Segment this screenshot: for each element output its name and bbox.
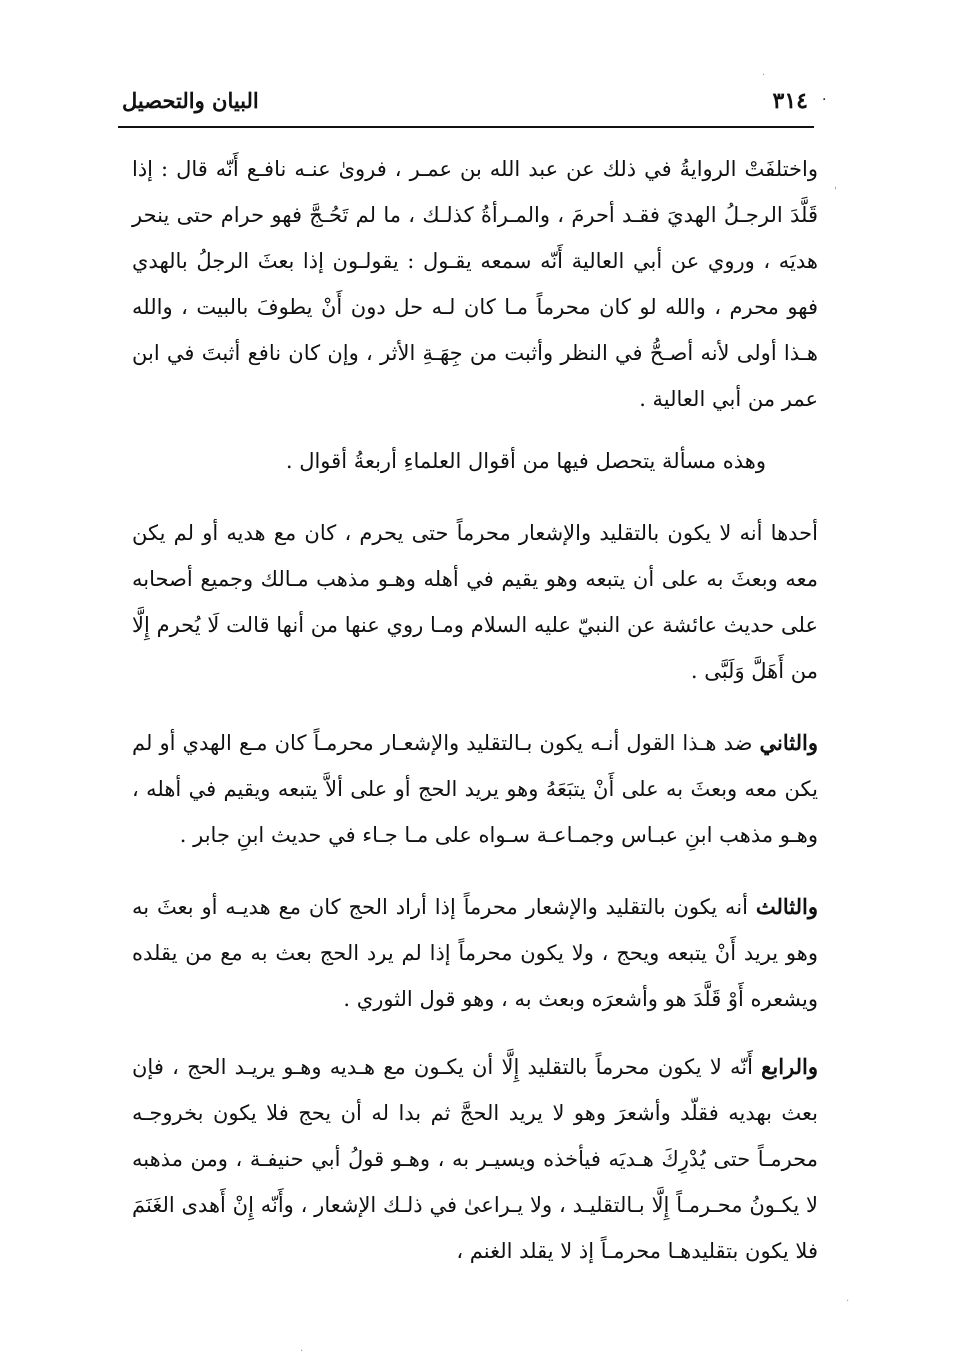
paragraph: [132, 884, 818, 1022]
paragraph: [132, 720, 818, 858]
paragraph: [132, 1044, 818, 1274]
paragraph-text: أَنّه لا يكون محرماً بالتقليد إِلَّا أن يكـون مع هـديه وهـو يريـد الحج ، فإن بعث بهديه فقلّد وأشعرَ وهو لا يريد الحجَّ ثم بدا له أن يحج فلا يكون بخروجـه محرمـاً حتى يُدْرِكَ هـديَه فيأخذه ويسيـر به ، وهـو قولُ أبي حنيفـة ، ومن مذهبه لا يكـونُ محـرمـاً إِلَّا بـالتقليـد ، ولا يـراعىٰ في ذلـك الإشعار ، وأَنّه إِنْ أَهدى الغَنَمَ فلا يكون بتقليدهـا محرمـاً إذ لا يقلد الغنم ،: [132, 1055, 818, 1263]
paragraph-text: ضد هـذا القول أنـه يكون بـالتقليد والإشعـار محرمـاً كان مـع الهدي أو لم يكن معه وبعثَ به على أَنْ يتبَعَهُ وهو يريد الحج أو على ألاَّ يتبعه ويقيم في أهله ، وهـو مذهب ابنِ عبـاس وجمـاعـة سـواه على مـا جـاء في حديث ابنِ جابر .: [132, 731, 818, 847]
book-title: البيان والتحصيل: [122, 88, 259, 113]
scan-speck: ': [834, 186, 837, 197]
paragraph-text: واختلفَتْ الروايةُ في ذلك عن عبد الله بن عمـر ، فروىٰ عنـه نافـع أَنّه قال : إذا قَلَّدَ الرجـلُ الهديَ فقـد أحرمَ ، والمـرأةُ كذلـك ، ما لم تَحُـجَّ فهو حرام حتى ينحر هديَه ، وروي عن أبي العالية أَنّه سمعه يقـول : يقولـون إذا بعثَ الرجلُ بالهدي فهو محرم ، والله لو كان محرماً مـا كان لـه حل دون أَنْ يطوفَ بالبيت ، والله هـذا أولى لأنه أصـحُّ في النظر وأثبت من جِهَـةِ الأثر ، وإن كان نافع أثبتَ في ابن عمر من أبي العالية .: [132, 157, 818, 411]
paragraph-lead: والرابع: [761, 1054, 818, 1079]
scan-speck: ·: [762, 70, 766, 81]
paragraph-text: أنه يكون بالتقليد والإشعار محرماً إذا أراد الحج كان مع هديـه أو بعثَ به وهو يريد أَنْ يتبعه ويحج ، ولا يكون محرماً إذا لم يرد الحج بعث به مع من يقلده ويشعره أَوْ قَلَّدَ هو وأشعرَه وبعث به ، وهو قول الثوري .: [132, 895, 818, 1011]
page-header: [118, 86, 814, 128]
margin-mark: ·: [822, 92, 827, 108]
page-body: [132, 146, 818, 1274]
paragraph-text: أحدها أنه لا يكون بالتقليد والإشعار محرماً حتى يحرم ، كان مع هديه أو لم يكن معه وبعثَ به على أن يتبعه وهو يقيم في أهله وهـو مذهب مـالك وجميع أصحابه على حديث عائشة عن النبيّ عليه السلام ومـا روي عنها من أنها قالت لَا يُحرم إِلَّا من أَهَلَّ وَلَبَّى .: [132, 521, 818, 683]
paragraph-lead: والثالث: [755, 894, 818, 919]
paragraph-text: وهذه مسألة يتحصل فيها من أقوال العلماءِ أربعةُ أقوال .: [285, 449, 766, 473]
paragraph-lead: والثاني: [759, 730, 818, 755]
scan-speck: ·: [846, 1296, 850, 1307]
page-number: ٣١٤: [772, 88, 808, 114]
paragraph: [132, 438, 818, 484]
scan-speck: ·: [300, 1346, 304, 1357]
paragraph: [132, 146, 818, 422]
paragraph: [132, 510, 818, 694]
